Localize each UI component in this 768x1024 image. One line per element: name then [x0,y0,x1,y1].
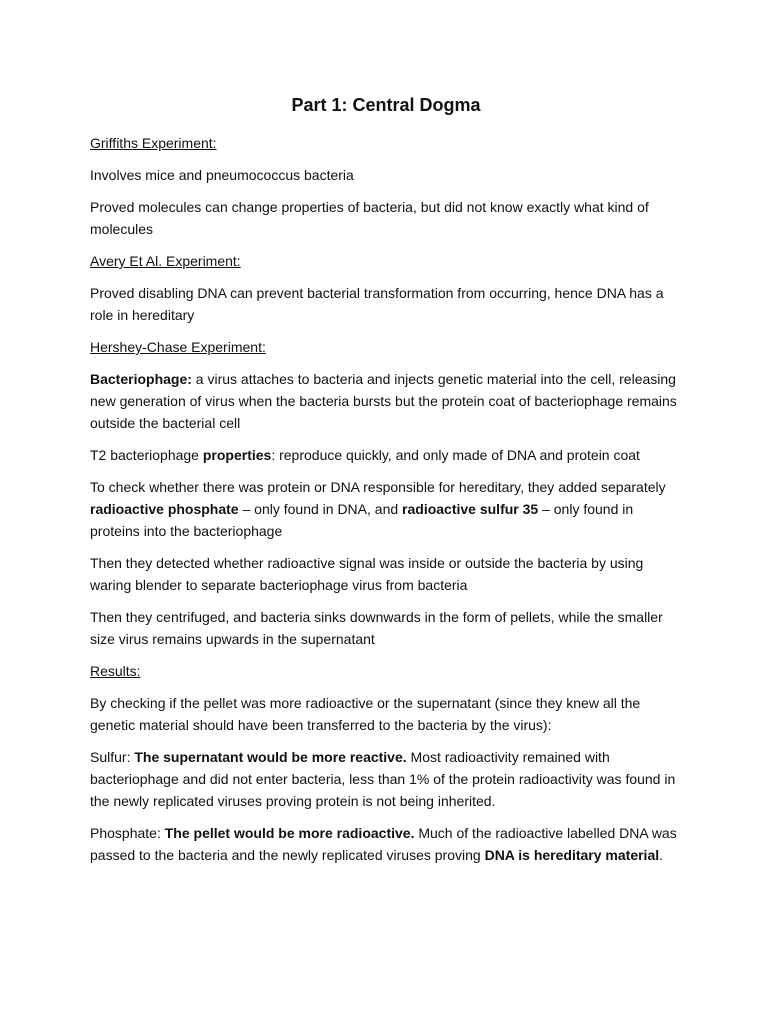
bacteriophage-paragraph [90,368,682,434]
results-intro-paragraph: By checking if the pellet was more radioactive or the supernatant (since they knew all the genetic material should have been transferred to the bacteria by the virus): [90,695,641,733]
hershey-heading: Hershey-Chase Experiment: [90,339,266,355]
bacteriophage-term: Bacteriophage: [90,371,192,387]
centrifuge-paragraph: Then they centrifuged, and bacteria sinks downwards in the form of pellets, while the smaller size virus remains upwards in the supernatant [90,609,663,647]
t2-paragraph [90,444,682,466]
avery-paragraph-1: Proved disabling DNA can prevent bacterial transformation from occurring, hence DNA has a role in hereditary [90,285,664,323]
avery-heading: Avery Et Al. Experiment: [90,253,241,269]
page-title: Part 1: Central Dogma [291,95,481,115]
check-prefix: To check whether there was protein or DNA responsible for hereditary, they added separately [90,479,666,495]
results-heading: Results: [90,663,141,679]
detection-paragraph: Then they detected whether radioactive signal was inside or outside the bacteria by using waring blender to separate bacteriophage virus from bacteria [90,555,644,593]
sulfur-result-paragraph [90,746,682,812]
phosphate-prefix: Phosphate: [90,825,165,841]
griffiths-paragraph-2: Proved molecules can change properties of bacteria, but did not know exactly what kind of molecules [90,199,649,237]
sulfur-prefix: Sulfur: [90,749,135,765]
t2-prefix: T2 bacteriophage [90,447,203,463]
griffiths-paragraph-1: Involves mice and pneumococcus bacteria [90,167,354,183]
sulfur-explanation: Most radioactivity remained with bacteriophage and did not enter bacteria, less than 1% of the protein radioactivity was found in the newly replicated viruses proving protein is not being inherited. [90,749,676,809]
griffiths-heading: Griffiths Experiment: [90,135,217,151]
phosphate-period: . [659,847,664,863]
phosphate-conclusion: The pellet would be more radioactive. [164,825,415,841]
check-suffix: – only found in proteins into the bacteriophage [90,501,634,539]
radioactive-check-paragraph [90,476,682,542]
document-page [90,92,682,876]
bacteriophage-definition: a virus attaches to bacteria and injects genetic material into the cell, releasing new generation of virus when the bacteria bursts but the protein coat of bacteriophage remains outside the bacterial cell [90,371,677,431]
check-middle: – only found in DNA, and [238,501,403,517]
t2-properties-term: properties [202,447,272,463]
radioactive-phosphate-term: radioactive phosphate [90,501,239,517]
t2-description: : reproduce quickly, and only made of DNA and protein coat [271,447,640,463]
radioactive-sulfur-term: radioactive sulfur 35 [402,501,539,517]
dna-hereditary-term: DNA is hereditary material [484,847,660,863]
phosphate-result-paragraph [90,822,682,866]
sulfur-conclusion: The supernatant would be more reactive. [134,749,407,765]
phosphate-explanation: Much of the radioactive labelled DNA was passed to the bacteria and the newly replicated viruses proving [90,825,677,863]
